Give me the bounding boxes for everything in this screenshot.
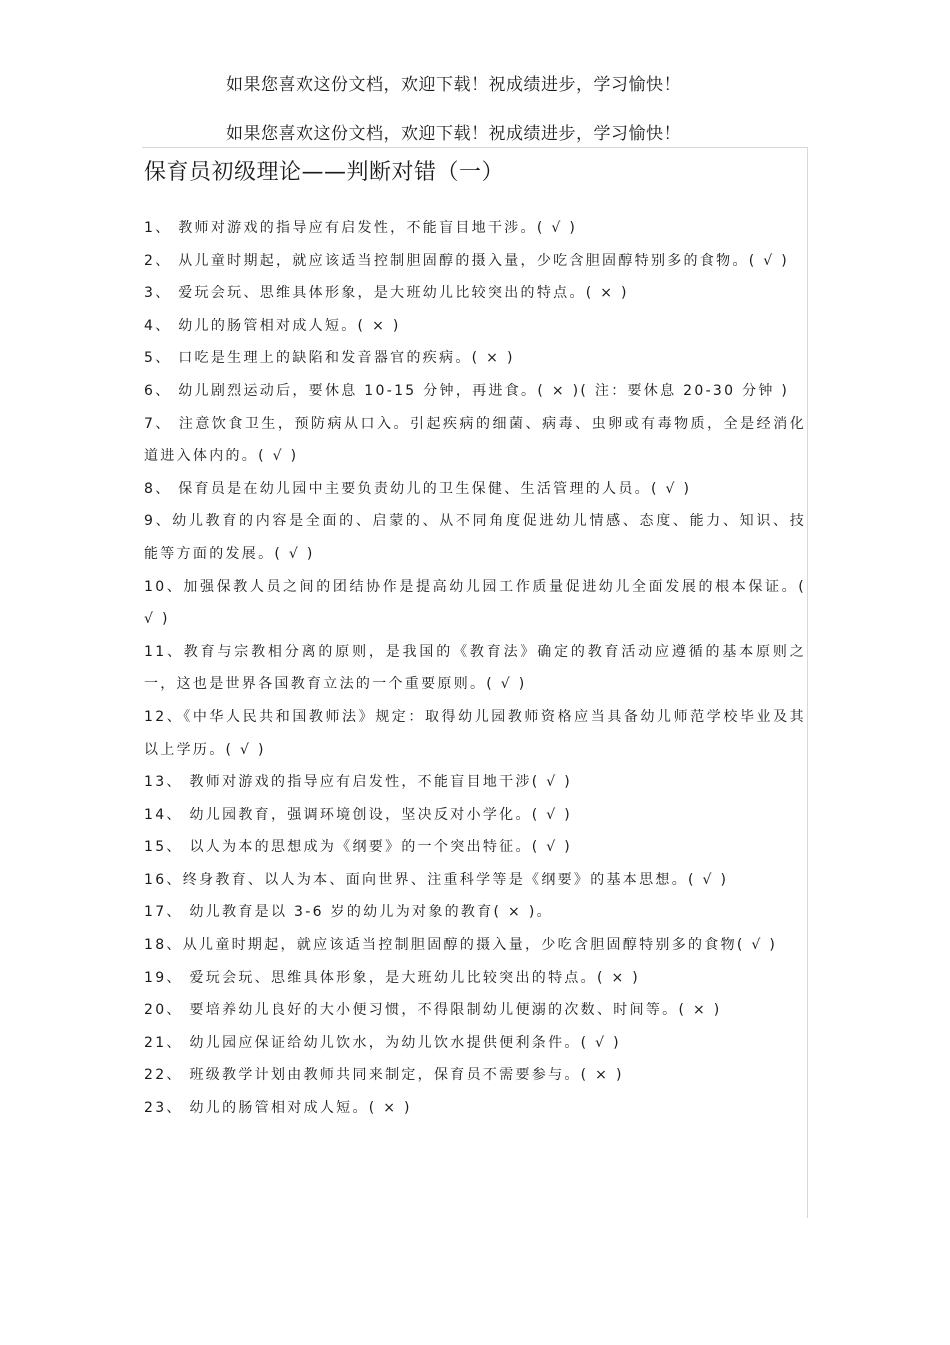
question-item: 3、 爱玩会玩、思维具体形象，是大班幼儿比较突出的特点。( × ) <box>144 285 629 302</box>
header-note-2: 如果您喜欢这份文档，欢迎下载！祝成绩进步，学习愉快！ <box>226 124 681 144</box>
question-item: 13、 教师对游戏的指导应有启发性，不能盲目地干涉( √ ) <box>144 774 573 791</box>
document-title: 保育员初级理论——判断对错（一） <box>144 160 505 185</box>
question-item: 23、 幼儿的肠管相对成人短。( × ) <box>144 1100 412 1117</box>
question-item: 22、 班级教学计划由教师共同来制定，保育员不需要参与。( × ) <box>144 1067 624 1084</box>
question-item: 14、 幼儿园教育，强调环境创设，坚决反对小学化。( √ ) <box>144 806 573 823</box>
header-note-1: 如果您喜欢这份文档，欢迎下载！祝成绩进步，学习愉快！ <box>226 75 681 95</box>
question-item: 6、 幼儿剧烈运动后，要休息 10-15 分钟，再进食。( × )( 注：要休息 20-30 分钟 ) <box>144 382 790 399</box>
question-item: 8、 保育员是在幼儿园中主要负责幼儿的卫生保健、生活管理的人员。( √ ) <box>144 480 692 497</box>
question-list <box>144 212 806 1125</box>
question-item: 9、幼儿教育的内容是全面的、启蒙的、从不同角度促进幼儿情感、态度、能力、知识、技能等方面的发展。( √ ) <box>144 513 806 562</box>
question-item: 17、 幼儿教育是以 3-6 岁的幼儿为对象的教育( × )。 <box>144 904 553 921</box>
question-item: 19、 爱玩会玩、思维具体形象，是大班幼儿比较突出的特点。( × ) <box>144 969 641 986</box>
question-item: 2、 从儿童时期起，就应该适当控制胆固醇的摄入量，少吃含胆固醇特别多的食物。( √ ) <box>144 252 789 269</box>
question-item: 4、 幼儿的肠管相对成人短。( × ) <box>144 317 401 334</box>
question-item: 7、 注意饮食卫生，预防病从口入。引起疾病的细菌、病毒、虫卵或有毒物质，全是经消化道进入体内的。( √ ) <box>144 415 806 465</box>
question-item: 5、 口吃是生理上的缺陷和发音器官的疾病。( × ) <box>144 350 515 367</box>
question-item: 15、 以人为本的思想成为《纲要》的一个突出特征。( √ ) <box>144 839 573 856</box>
question-item: 12、《中华人民共和国教师法》规定：取得幼儿园教师资格应当具备幼儿师范学校毕业及其以上学历。( √ ) <box>144 708 806 758</box>
question-item: 18、从儿童时期起，就应该适当控制胆固醇的摄入量，少吃含胆固醇特别多的食物( √ ) <box>144 937 778 954</box>
question-item: 20、 要培养幼儿良好的大小便习惯，不得限制幼儿便溺的次数、时间等。( × ) <box>144 1002 722 1019</box>
question-item: 1、 教师对游戏的指导应有启发性，不能盲目地干涉。( √ ) <box>144 220 578 236</box>
question-item: 11、教育与宗教相分离的原则，是我国的《教育法》确定的教育活动应遵循的基本原则之一，这也是世界各国教育立法的一个重要原则。( √ ) <box>144 643 806 693</box>
question-item: 10、加强保教人员之间的团结协作是提高幼儿园工作质量促进幼儿全面发展的根本保证。( √ ) <box>144 578 806 628</box>
question-item: 21、 幼儿园应保证给幼儿饮水，为幼儿饮水提供便利条件。( √ ) <box>144 1034 621 1051</box>
question-item: 16、终身教育、以人为本、面向世界、注重科学等是《纲要》的基本思想。( √ ) <box>144 871 729 888</box>
